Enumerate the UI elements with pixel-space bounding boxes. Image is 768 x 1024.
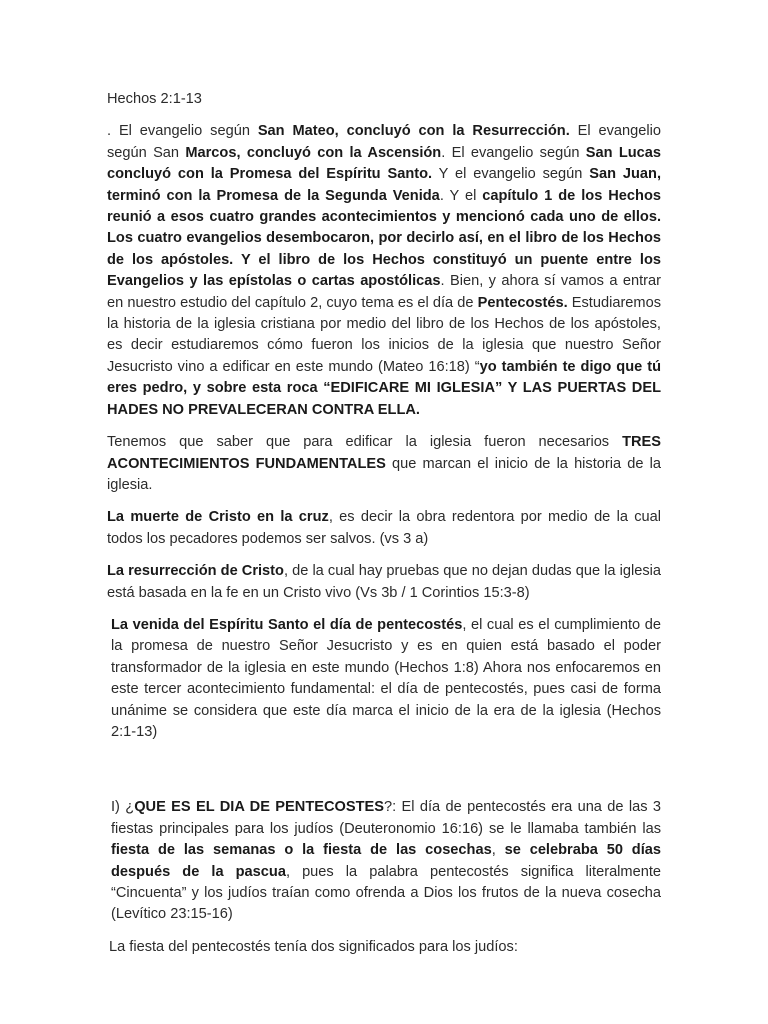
text-segment: . El evangelio según [107,123,258,140]
text-segment: que marcan el inicio de la historia de la iglesia. [107,455,661,493]
bold-text-segment: Marcos, concluyó con la Ascensión [185,144,442,161]
text-segment: , el cual es el cumplimiento de la promesa de nuestro Señor Jesucristo y es en quien está basado el poder transformador de la iglesia en este mundo (Hechos 1:8) Ahora nos enfocaremos en este tercer acontecimiento fundamental: el día de pentecostés, pues casi de forma unánime se considera que este día marca el inicio de la era de la iglesia (Hechos 2:1-13) [111,616,661,740]
bold-text-segment: se celebraba 50 días después de la pascua [111,842,661,880]
text-segment: , pues la palabra pentecostés significa literalmente “Cincuenta” y los judíos traían como ofrenda a Dios los frutos de la nueva cosecha (Levítico 23:15-16) [111,863,661,923]
bold-text-segment: TRES ACONTECIMIENTOS FUNDAMENTALES [107,434,661,472]
text-segment: I) ¿ [111,799,135,816]
bold-text-segment: yo también te digo que tú eres pedro, y sobre esta roca “EDIFICARE MI IGLESIA” Y LAS PUERTAS DEL HADES NO PREVALECERAN CONTRA ELLA. [107,358,662,418]
text-segment: . El evangelio según [441,144,586,161]
text-segment: Tenemos que saber que para edificar la iglesia fueron necesarios [107,434,623,451]
bold-text-segment: Pentecostés. [477,294,568,311]
text-segment: , [491,842,505,859]
text-segment: , es decir la obra redentora por medio de la cual todos los pecadores podemos ser salvos. (vs 3 a) [107,509,661,547]
text-segment: . Y el [439,187,483,204]
bold-text-segment: QUE ES EL DIA DE PENTECOSTES [134,799,384,816]
paragraph-venida-espiritu-santo [107,615,661,743]
bold-text-segment: La resurrección de Cristo [107,563,284,580]
paragraph-fiesta-significados [107,937,661,958]
text-segment: . Bien, y ahora sí vamos a entrar en nuestro estudio del capítulo 2, cuyo tema es el día de [107,273,661,311]
text-segment: , de la cual hay pruebas que no dejan dudas que la iglesia está basada en la fe en un Cristo vivo (Vs 3b / 1 Corintios 15:3-8) [107,563,661,601]
paragraph-que-es-pentecostes [107,797,661,925]
bold-text-segment: capítulo 1 de los Hechos reunió a esos cuatro grandes acontecimientos y mencionó cada uno de ellos. Los cuatro evangelios desembocaron, por decirlo así, en el libro de los Hechos de los apóstoles. Y el libro de los Hechos constituyó un puente entre los Evangelios y las epístolas o cartas apostólicas [107,187,661,290]
document-body [107,89,661,958]
text-segment: La fiesta del pentecostés tenía dos significados para los judíos: [109,938,518,955]
text-segment: Y el evangelio según [432,166,590,183]
paragraph-muerte-de-cristo [107,507,661,550]
paragraph-intro [107,121,661,421]
bold-text-segment: San Mateo, concluyó con la Resurrección. [257,123,570,140]
paragraph-tres-acontecimientos [107,432,661,496]
bold-text-segment: San Lucas concluyó con la Promesa del Espíritu Santo. [107,144,662,183]
bold-text-segment: fiesta de las semanas o la fiesta de las cosechas [111,842,492,859]
text-segment: Estudiaremos la historia de la iglesia cristiana por medio del libro de los Hechos de los apóstoles, es decir estudiaremos cómo fueron los inicios de la iglesia que nuestro Señor Jesucristo vino a edificar en este mundo (Mateo 16:18) “ [107,294,661,375]
text-segment: ?: El día de pentecostés era una de las 3 fiestas principales para los judíos (Deuteronomio 16:16) se le llamaba también las [111,799,661,837]
bold-text-segment: San Juan, terminó con la Promesa de la Segunda Venida [107,166,662,204]
paragraph-resurreccion [107,561,661,604]
text-segment: El evangelio según San [107,123,661,161]
document-title: Hechos 2:1-13 [107,91,202,107]
bold-text-segment: La muerte de Cristo en la cruz [107,509,329,526]
bold-text-segment: La venida del Espíritu Santo el día de pentecostés [111,616,463,633]
